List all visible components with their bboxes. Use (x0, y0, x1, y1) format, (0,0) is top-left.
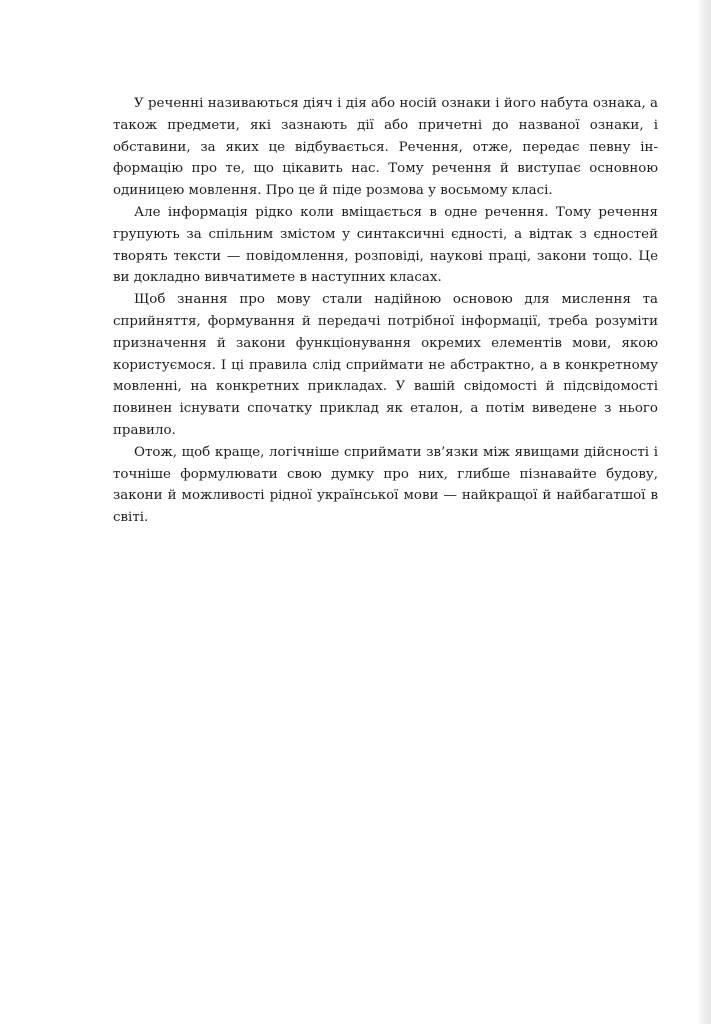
paragraph-3: Щоб знання про мову стали надійною основою для мислення та сприйняття, формування й передачі потрібної інформації, треба розуміти призначення й закони функціонування окремих елементів мови, якою користуємося. І ці правила слід сприймати не абстрактно, а в конкретному мовленні, на конкретних прикладах. У вашій свідомості й підсвідомості повинен існувати спочатку приклад як еталон, а потім виведене з нього правило. (113, 292, 658, 438)
paragraph-4: Отож, щоб краще, логічніше сприймати зв’язки між явищами дійсності і точніше формулювати свою думку про них, глибше пізнавайте будову, закони й можливості рідної української мови — найкращої й найбагатшої в світі. (113, 444, 658, 526)
page-edge-shadow (697, 0, 711, 1024)
paragraph-2: Але інформація рідко коли вміщається в одне речення. Тому речення групують за спільним змістом у синтаксичні єдності, а відтак з єдностей творять тексти — повідомлення, розповіді, наукові праці, закони тощо. Це ви докладно вивчатимете в наступних класах. (113, 204, 658, 286)
paragraph-1: У реченні називаються діяч і дія або носій ознаки і його набута ознака, а також предмети, які зазнають дії або причетні до названої ознаки, і обставини, за яких це відбувається. Речення, отже, передає певну інформацію про те, що цікавить нас. Тому речення й виступає основною одиницею мовлення. Про це й піде розмова у восьмому класі. (113, 96, 658, 199)
document-body (113, 93, 658, 529)
